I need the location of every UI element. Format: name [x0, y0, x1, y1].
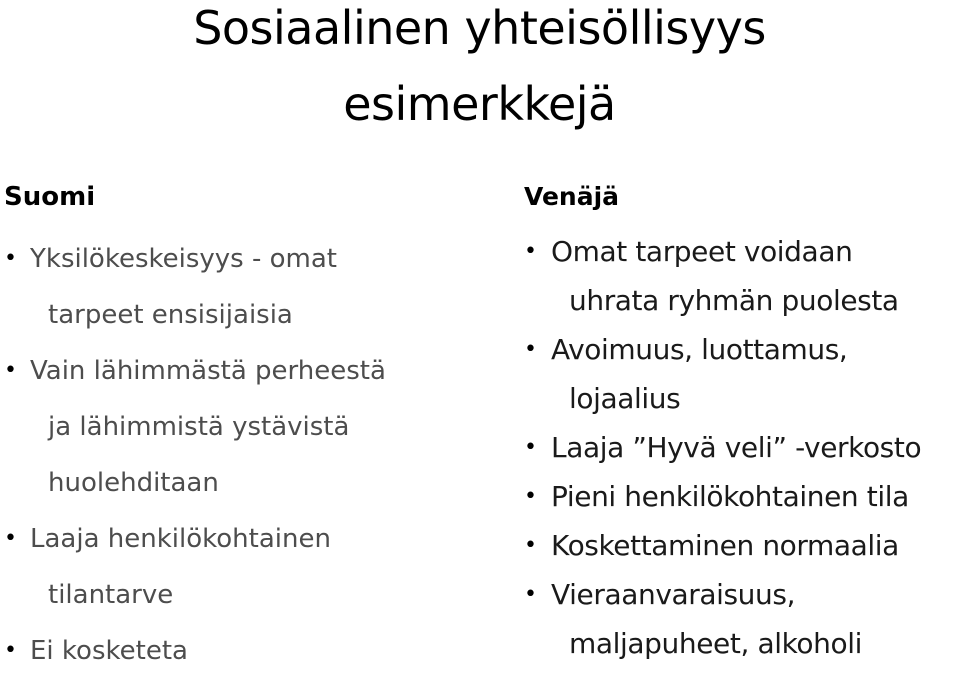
bullet-icon: •: [4, 358, 17, 383]
list-item-text: Vain lähimmästä perheestä: [30, 356, 386, 386]
bullet-icon: •: [524, 435, 537, 460]
list-item-text: Pieni henkilökohtainen tila: [551, 480, 909, 513]
list-item: [524, 570, 959, 668]
title-line-2: esimerkkejä: [343, 77, 616, 131]
list-item-text: Laaja ”Hyvä veli” -verkosto: [551, 431, 922, 464]
title-line-1: Sosiaalinen yhteisöllisyys: [193, 1, 766, 55]
list-item-text: tarpeet ensisijaisia: [48, 300, 293, 330]
list-item-text: tilantarve: [48, 580, 174, 610]
bullet-icon: •: [4, 526, 17, 551]
list-item-text: uhrata ryhmän puolesta: [569, 284, 899, 317]
bullet-icon: •: [524, 484, 537, 509]
list-item-text: maljapuheet, alkoholi: [569, 627, 862, 660]
column-suomi: [4, 176, 474, 679]
list-item: [524, 521, 959, 570]
list-item-text: Vieraanvaraisuus,: [551, 578, 796, 611]
column-heading-venaja: Venäjä: [524, 182, 620, 211]
bullet-list-venaja: [524, 227, 959, 668]
list-item: [524, 227, 959, 325]
column-venaja: [524, 176, 959, 668]
bullet-icon: •: [524, 533, 537, 558]
bullet-icon: •: [524, 582, 537, 607]
bullet-icon: •: [4, 638, 17, 663]
list-item-text: Yksilökeskeisyys - omat: [30, 244, 337, 274]
slide-title: [0, 0, 959, 130]
list-item-text: Koskettaminen normaalia: [551, 529, 899, 562]
column-heading-suomi: Suomi: [4, 182, 96, 212]
list-item-text: Laaja henkilökohtainen: [30, 524, 331, 554]
list-item: [524, 423, 959, 472]
list-item-text: Ei kosketeta: [30, 636, 188, 666]
bullet-list-suomi: [4, 231, 474, 679]
list-item-text: huolehditaan: [48, 468, 219, 498]
list-item-text: lojaalius: [569, 382, 681, 415]
bullet-icon: •: [524, 239, 537, 264]
bullet-icon: •: [4, 246, 17, 271]
bullet-icon: •: [524, 337, 537, 362]
list-item: [524, 325, 959, 423]
list-item: [4, 231, 474, 343]
list-item-text: Avoimuus, luottamus,: [551, 333, 848, 366]
list-item: [524, 472, 959, 521]
list-item: [4, 343, 474, 511]
list-item-text: Omat tarpeet voidaan: [551, 235, 853, 268]
list-item-text: ja lähimmistä ystävistä: [48, 412, 350, 442]
list-item: [4, 511, 474, 623]
